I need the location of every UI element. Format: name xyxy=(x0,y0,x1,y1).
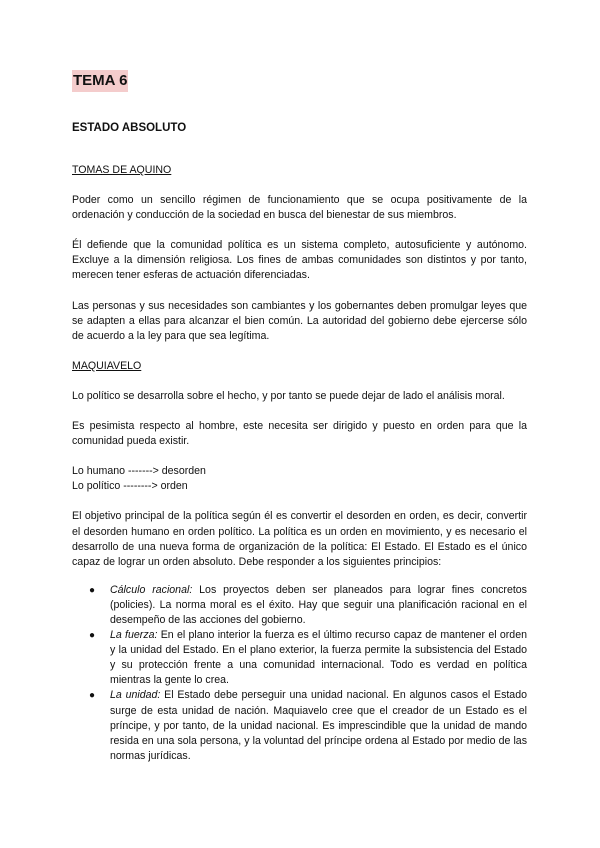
principle-label: La unidad: xyxy=(110,689,161,702)
principle-label: La fuerza: xyxy=(110,629,158,642)
list-item xyxy=(72,583,527,628)
list-item xyxy=(72,688,527,763)
principle-text: Los proyectos deben ser planeados para lograr fines concretos (policies). La norma moral es el éxito. Hay que seguir una planificación racional en el desempeño de las acciones del gobierno. xyxy=(110,583,527,626)
section-heading-maquiavelo: MAQUIAVELO xyxy=(72,359,142,372)
paragraph: Poder como un sencillo régimen de funcionamiento que se ocupa positivamente de la ordenación y conducción de la sociedad en busca del bienestar de sus miembros. xyxy=(72,194,527,222)
page-title: TEMA 6 xyxy=(72,70,128,92)
list-item xyxy=(72,628,527,688)
paragraph: El objetivo principal de la política según él es convertir el desorden en orden, es decir, convertir el desorden humano en orden político. La política es un orden en movimiento, y es necesario el desarrollo de una nueva forma de organización de la política: El Estado. El Estado es el único capaz de lograr un orden absoluto. Debe responder a los siguientes principios: xyxy=(72,510,527,568)
principle-text: En el plano interior la fuerza es el último recurso capaz de mantener el orden y la unidad del Estado. En el plano exterior, la fuerza permite la subsistencia del Estado y su protección frente a una comunidad internacional. Todo es verdad en política mientras la gente lo crea. xyxy=(110,629,527,687)
arrow-line: Lo humano -------> desorden xyxy=(72,465,206,478)
paragraph: Las personas y sus necesidades son cambiantes y los gobernantes deben promulgar leyes que se adapten a ellas para alcanzar el bien común. La autoridad del gobierno debe ejercerse sólo de acuerdo a la ley para que sea legítima. xyxy=(72,299,527,342)
principles-list xyxy=(72,583,527,764)
bullet-icon: ● xyxy=(89,584,96,596)
paragraph: Lo político se desarrolla sobre el hecho, y por tanto se puede dejar de lado el análisis moral. xyxy=(72,389,505,402)
paragraph: Él defiende que la comunidad política es un sistema completo, autosuficiente y autónomo. Excluye a la dimensión religiosa. Los fines de ambas comunidades son distintos y por tanto, merecen tener esferas de actuación diferenciadas. xyxy=(72,239,527,282)
section-heading-aquino: TOMAS DE AQUINO xyxy=(72,164,172,176)
document-body xyxy=(72,163,527,764)
paragraph: Es pesimista respecto al hombre, este necesita ser dirigido y puesto en orden para que la comunidad pueda existir. xyxy=(72,420,527,448)
arrow-line: Lo político --------> orden xyxy=(72,480,188,493)
page-subtitle: ESTADO ABSOLUTO xyxy=(72,122,187,134)
principle-text: El Estado debe perseguir una unidad nacional. En algunos casos el Estado surge de esta unidad de nación. Maquiavelo cree que el creador de un Estado es el príncipe, y por tanto, de la unidad nacional. Es imprescindible que la unidad de mando resida en una sola persona, y la voluntad del príncipe ordena al Estado por medio de las normas jurídicas. xyxy=(110,689,527,762)
bullet-icon: ● xyxy=(89,690,96,702)
bullet-icon: ● xyxy=(89,630,96,642)
principle-label: Cálculo racional: xyxy=(110,583,193,596)
